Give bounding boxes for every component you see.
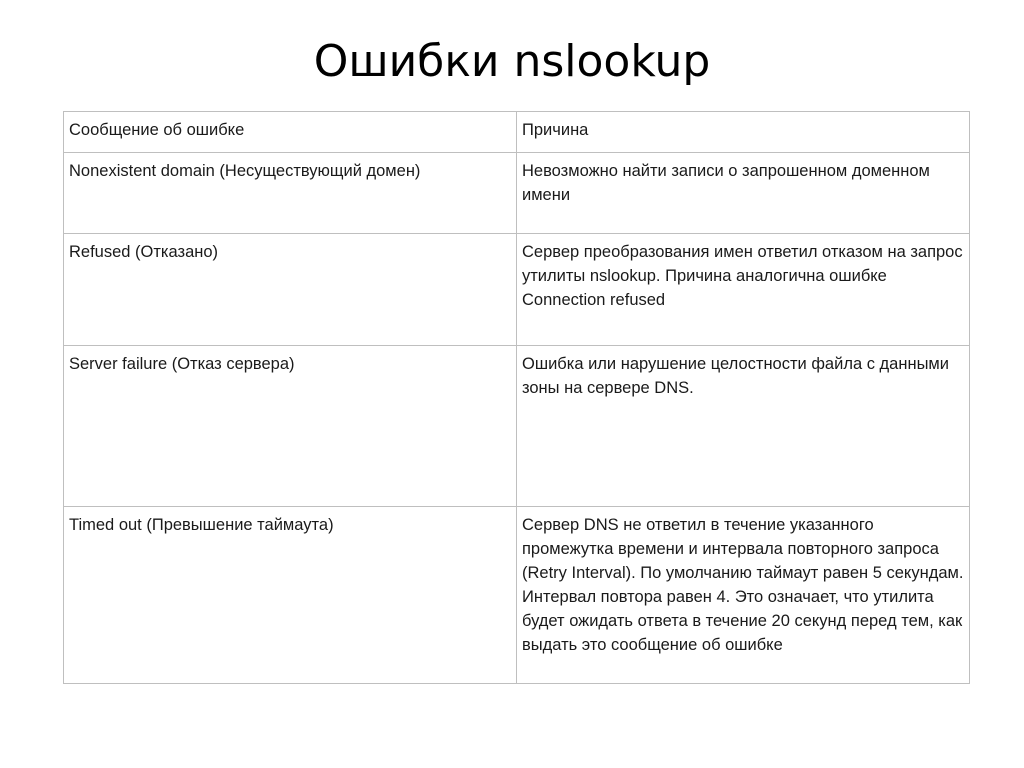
reason-cell: Невозможно найти записи о запрошенном доменном имени	[517, 153, 970, 234]
table-row	[64, 234, 970, 346]
header-reason: Причина	[517, 112, 970, 153]
reason-cell: Ошибка или нарушение целостности файла с данными зоны на сервере DNS.	[517, 346, 970, 507]
slide-title: Ошибки nslookup	[313, 36, 711, 87]
table-row	[64, 346, 970, 507]
nslookup-errors-table	[63, 111, 970, 684]
error-message-cell: Refused (Отказано)	[64, 234, 517, 346]
table-row	[64, 153, 970, 234]
error-message-cell: Nonexistent domain (Несуществующий домен)	[64, 153, 517, 234]
table-header-row	[64, 112, 970, 153]
table-row	[64, 507, 970, 684]
error-message-cell: Timed out (Превышение таймаута)	[64, 507, 517, 684]
reason-cell: Сервер преобразования имен ответил отказом на запрос утилиты nslookup. Причина аналогична ошибке Connection refused	[517, 234, 970, 346]
reason-cell: Сервер DNS не ответил в течение указанного промежутка времени и интервала повторного запроса (Retry Interval). По умолчанию таймаут равен 5 секундам. Интервал повтора равен 4. Это означает, что утилита будет ожидать ответа в течение 20 секунд перед тем, как выдать это сообщение об ошибке	[517, 507, 970, 684]
header-error-message: Сообщение об ошибке	[64, 112, 517, 153]
error-message-cell: Server failure (Отказ сервера)	[64, 346, 517, 507]
